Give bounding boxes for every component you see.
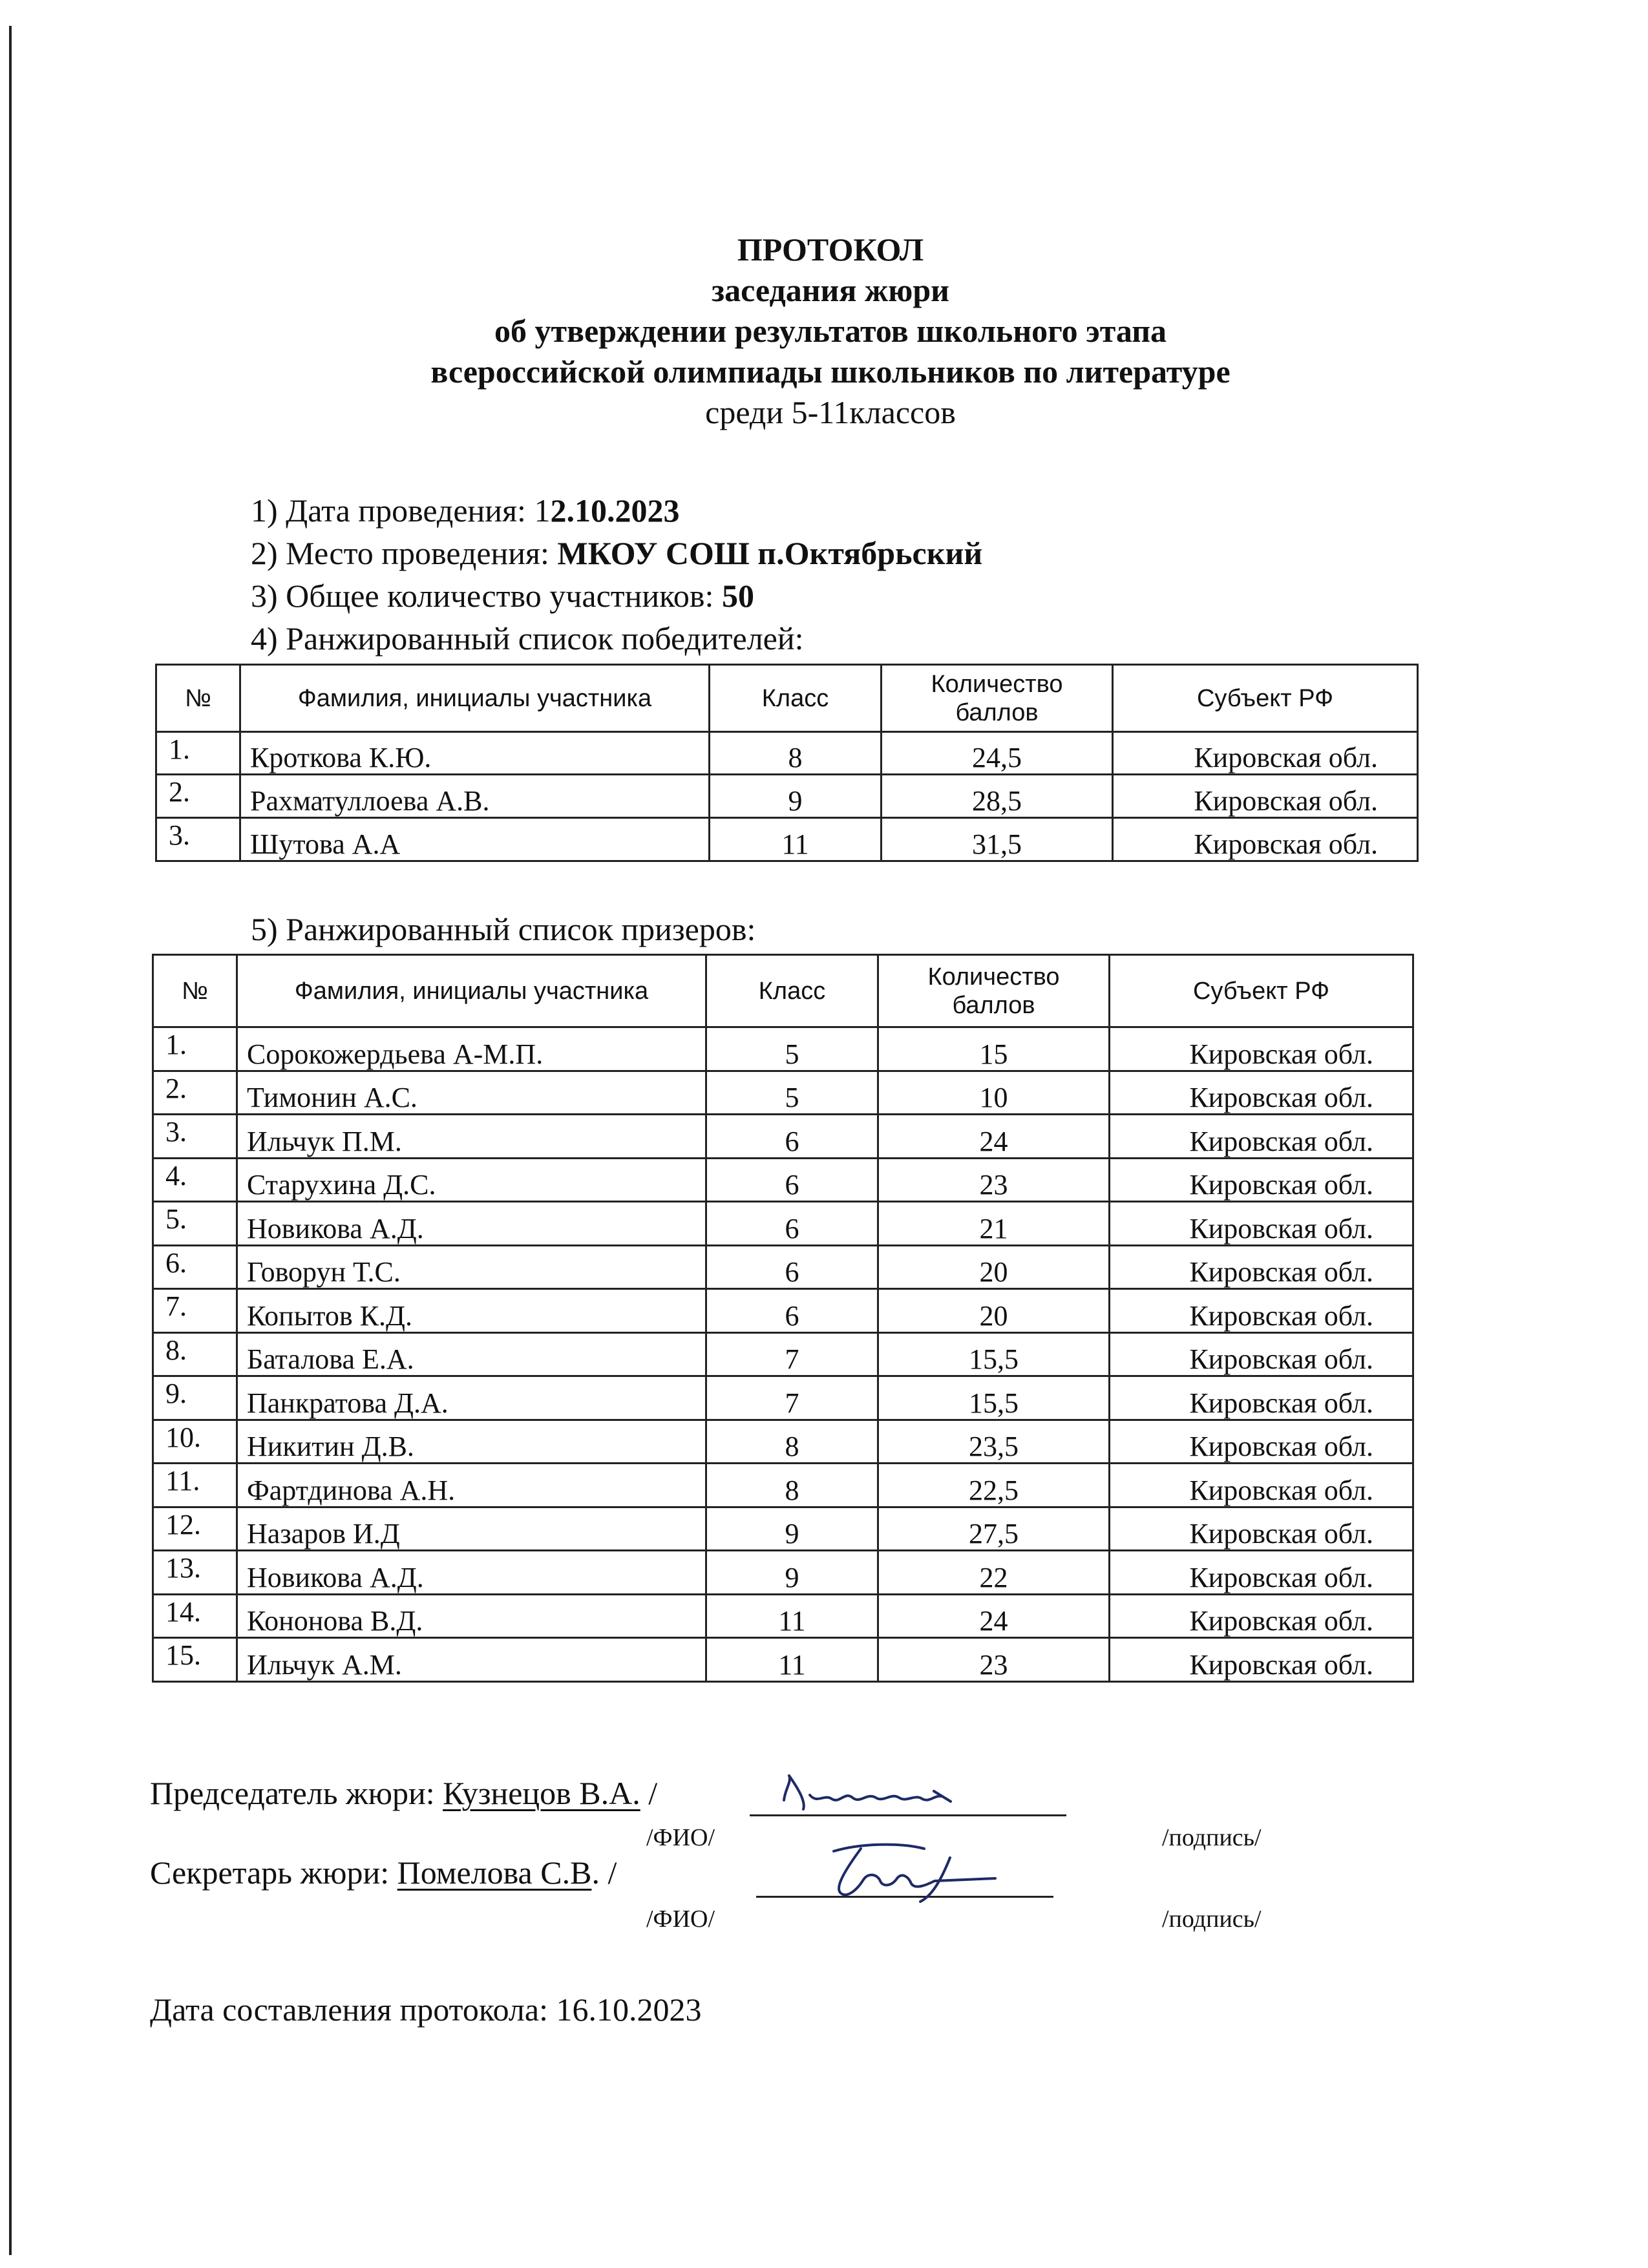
table-row bbox=[153, 1638, 1413, 1682]
region-value: Кировская обл. bbox=[1110, 1245, 1413, 1289]
row-number: 1. bbox=[153, 1027, 237, 1071]
info-count-value: 50 bbox=[721, 578, 754, 614]
grade-value: 11 bbox=[706, 1594, 878, 1638]
title-line-5: среди 5-11классов bbox=[705, 394, 956, 430]
table-row bbox=[153, 1071, 1413, 1115]
info-count-label: 3) Общее количество участников: bbox=[251, 578, 722, 614]
score-value: 22,5 bbox=[878, 1464, 1110, 1507]
row-number: 13. bbox=[153, 1551, 237, 1595]
col-grade-header: Класс bbox=[706, 955, 878, 1027]
grade-value: 7 bbox=[706, 1376, 878, 1420]
secretary-line bbox=[150, 1853, 617, 1892]
chair-fio-caption: /ФИО/ bbox=[646, 1824, 715, 1851]
participant-name: Кононова В.Д. bbox=[237, 1594, 706, 1638]
participant-name: Рахматуллоева А.В. bbox=[240, 775, 710, 818]
region-value: Кировская обл. bbox=[1110, 1289, 1413, 1333]
participant-name: Шутова А.А bbox=[240, 818, 710, 861]
row-number: 4. bbox=[153, 1158, 237, 1202]
participant-name: Копытов К.Д. bbox=[237, 1289, 706, 1333]
region-value: Кировская обл. bbox=[1110, 1376, 1413, 1420]
table-row bbox=[153, 1202, 1413, 1246]
grade-value: 6 bbox=[706, 1202, 878, 1246]
participant-name: Кроткова К.Ю. bbox=[240, 732, 710, 775]
region-value: Кировская обл. bbox=[1110, 1332, 1413, 1376]
winners-header-row bbox=[156, 665, 1418, 732]
info-date bbox=[251, 491, 679, 530]
info-date-value: 2.10.2023 bbox=[550, 492, 680, 529]
region-value: Кировская обл. bbox=[1113, 775, 1418, 818]
table-row bbox=[153, 1027, 1413, 1071]
winners-heading: 4) Ранжированный список победителей: bbox=[251, 620, 804, 656]
title-line-1: ПРОТОКОЛ bbox=[737, 231, 924, 268]
score-value: 15 bbox=[878, 1027, 1110, 1071]
secretary-name: Помелова С.В bbox=[397, 1854, 592, 1891]
row-number: 7. bbox=[153, 1289, 237, 1333]
row-number: 14. bbox=[153, 1594, 237, 1638]
row-number: 3. bbox=[156, 818, 240, 861]
row-number: 2. bbox=[156, 775, 240, 818]
grade-value: 9 bbox=[710, 775, 882, 818]
score-value: 31,5 bbox=[882, 818, 1113, 861]
score-value: 10 bbox=[878, 1071, 1110, 1115]
region-value: Кировская обл. bbox=[1110, 1202, 1413, 1246]
info-place bbox=[251, 534, 982, 572]
score-value: 23,5 bbox=[878, 1420, 1110, 1464]
grade-value: 6 bbox=[706, 1289, 878, 1333]
score-value: 15,5 bbox=[878, 1376, 1110, 1420]
chair-separator: / bbox=[640, 1775, 658, 1811]
grade-value: 6 bbox=[706, 1115, 878, 1159]
secretary-label: Секретарь жюри: bbox=[150, 1854, 397, 1891]
participant-name: Старухина Д.С. bbox=[237, 1158, 706, 1202]
table-row bbox=[153, 1464, 1413, 1507]
score-value: 24 bbox=[878, 1594, 1110, 1638]
score-value: 20 bbox=[878, 1289, 1110, 1333]
document-title bbox=[0, 229, 1648, 433]
title-line-4: всероссийской олимпиады школьников по литературе bbox=[430, 353, 1231, 390]
score-value: 15,5 bbox=[878, 1332, 1110, 1376]
score-value: 20 bbox=[878, 1245, 1110, 1289]
col-score-header-line1: Количество bbox=[931, 670, 1063, 698]
col-region-header: Субъект РФ bbox=[1110, 955, 1413, 1027]
grade-value: 9 bbox=[706, 1507, 878, 1551]
col-score-header-line2: баллов bbox=[955, 698, 1039, 726]
region-value: Кировская обл. bbox=[1110, 1071, 1413, 1115]
row-number: 1. bbox=[156, 732, 240, 775]
chair-name: Кузнецов В.А. bbox=[443, 1775, 640, 1811]
grade-value: 8 bbox=[710, 732, 882, 775]
col-score-header-line1: Количество bbox=[927, 963, 1060, 991]
table-row bbox=[156, 818, 1418, 861]
score-value: 27,5 bbox=[878, 1507, 1110, 1551]
region-value: Кировская обл. bbox=[1110, 1027, 1413, 1071]
region-value: Кировская обл. bbox=[1110, 1638, 1413, 1682]
region-value: Кировская обл. bbox=[1110, 1464, 1413, 1507]
participant-name: Никитин Д.В. bbox=[237, 1420, 706, 1464]
table-row bbox=[153, 1115, 1413, 1159]
row-number: 11. bbox=[153, 1464, 237, 1507]
prizewinners-header-row bbox=[153, 955, 1413, 1027]
table-row bbox=[156, 732, 1418, 775]
secretary-separator: . / bbox=[591, 1854, 617, 1891]
secretary-fio-caption: /ФИО/ bbox=[646, 1906, 715, 1933]
secretary-sign-caption: /подпись/ bbox=[1162, 1906, 1262, 1933]
score-value: 24 bbox=[878, 1115, 1110, 1159]
chair-handwritten-signature bbox=[772, 1769, 966, 1821]
participant-name: Новикова А.Д. bbox=[237, 1551, 706, 1595]
grade-value: 11 bbox=[706, 1638, 878, 1682]
table-row bbox=[153, 1594, 1413, 1638]
region-value: Кировская обл. bbox=[1113, 732, 1418, 775]
participant-name: Ильчук А.М. bbox=[237, 1638, 706, 1682]
col-grade-header: Класс bbox=[710, 665, 882, 732]
region-value: Кировская обл. bbox=[1110, 1115, 1413, 1159]
col-num-header: № bbox=[156, 665, 240, 732]
info-place-label: 2) Место проведения: bbox=[251, 535, 558, 571]
table-row bbox=[156, 775, 1418, 818]
grade-value: 8 bbox=[706, 1464, 878, 1507]
score-value: 23 bbox=[878, 1638, 1110, 1682]
participant-name: Новикова А.Д. bbox=[237, 1202, 706, 1246]
row-number: 15. bbox=[153, 1638, 237, 1682]
grade-value: 6 bbox=[706, 1245, 878, 1289]
region-value: Кировская обл. bbox=[1110, 1158, 1413, 1202]
row-number: 3. bbox=[153, 1115, 237, 1159]
row-number: 12. bbox=[153, 1507, 237, 1551]
table-row bbox=[153, 1332, 1413, 1376]
col-score-header bbox=[882, 665, 1113, 732]
table-row bbox=[153, 1376, 1413, 1420]
participant-name: Говорун Т.С. bbox=[237, 1245, 706, 1289]
chair-label: Председатель жюри: bbox=[150, 1775, 443, 1811]
col-score-header-line2: баллов bbox=[952, 991, 1035, 1019]
title-line-2: заседания жюри bbox=[712, 272, 949, 308]
title-line-3: об утверждении результатов школьного этапа bbox=[494, 313, 1167, 349]
grade-value: 5 bbox=[706, 1027, 878, 1071]
grade-value: 6 bbox=[706, 1158, 878, 1202]
table-row bbox=[153, 1245, 1413, 1289]
table-row bbox=[153, 1420, 1413, 1464]
score-value: 28,5 bbox=[882, 775, 1113, 818]
info-place-value: МКОУ СОШ п.Октябрьский bbox=[557, 535, 983, 571]
winners-table bbox=[155, 664, 1419, 862]
col-name-header: Фамилия, инициалы участника bbox=[240, 665, 710, 732]
col-region-header: Субъект РФ bbox=[1113, 665, 1418, 732]
col-num-header: № bbox=[153, 955, 237, 1027]
row-number: 10. bbox=[153, 1420, 237, 1464]
grade-value: 9 bbox=[706, 1551, 878, 1595]
table-row bbox=[153, 1507, 1413, 1551]
table-row bbox=[153, 1289, 1413, 1333]
chair-line bbox=[150, 1774, 657, 1812]
grade-value: 7 bbox=[706, 1332, 878, 1376]
protocol-date-line: Дата составления протокола: 16.10.2023 bbox=[150, 1991, 702, 2028]
col-name-header: Фамилия, инициалы участника bbox=[237, 955, 706, 1027]
table-row bbox=[153, 1158, 1413, 1202]
chair-sign-caption: /подпись/ bbox=[1162, 1824, 1262, 1851]
row-number: 9. bbox=[153, 1376, 237, 1420]
score-value: 24,5 bbox=[882, 732, 1113, 775]
grade-value: 5 bbox=[706, 1071, 878, 1115]
row-number: 6. bbox=[153, 1245, 237, 1289]
secretary-handwritten-signature bbox=[801, 1832, 1021, 1909]
region-value: Кировская обл. bbox=[1113, 818, 1418, 861]
score-value: 22 bbox=[878, 1551, 1110, 1595]
participant-name: Назаров И.Д bbox=[237, 1507, 706, 1551]
row-number: 8. bbox=[153, 1332, 237, 1376]
region-value: Кировская обл. bbox=[1110, 1507, 1413, 1551]
participant-name: Ильчук П.М. bbox=[237, 1115, 706, 1159]
participant-name: Сорокожердьева А-М.П. bbox=[237, 1027, 706, 1071]
region-value: Кировская обл. bbox=[1110, 1551, 1413, 1595]
info-count bbox=[251, 576, 754, 615]
table-row bbox=[153, 1551, 1413, 1595]
score-value: 23 bbox=[878, 1158, 1110, 1202]
participant-name: Тимонин А.С. bbox=[237, 1071, 706, 1115]
region-value: Кировская обл. bbox=[1110, 1594, 1413, 1638]
col-score-header bbox=[878, 955, 1110, 1027]
grade-value: 8 bbox=[706, 1420, 878, 1464]
row-number: 2. bbox=[153, 1071, 237, 1115]
info-date-label: 1) Дата проведения: 1 bbox=[251, 492, 551, 529]
row-number: 5. bbox=[153, 1202, 237, 1246]
prizewinners-heading: 5) Ранжированный список призеров: bbox=[251, 911, 756, 947]
participant-name: Панкратова Д.А. bbox=[237, 1376, 706, 1420]
grade-value: 11 bbox=[710, 818, 882, 861]
region-value: Кировская обл. bbox=[1110, 1420, 1413, 1464]
participant-name: Фартдинова А.Н. bbox=[237, 1464, 706, 1507]
prizewinners-table bbox=[152, 954, 1414, 1683]
participant-name: Баталова Е.А. bbox=[237, 1332, 706, 1376]
score-value: 21 bbox=[878, 1202, 1110, 1246]
